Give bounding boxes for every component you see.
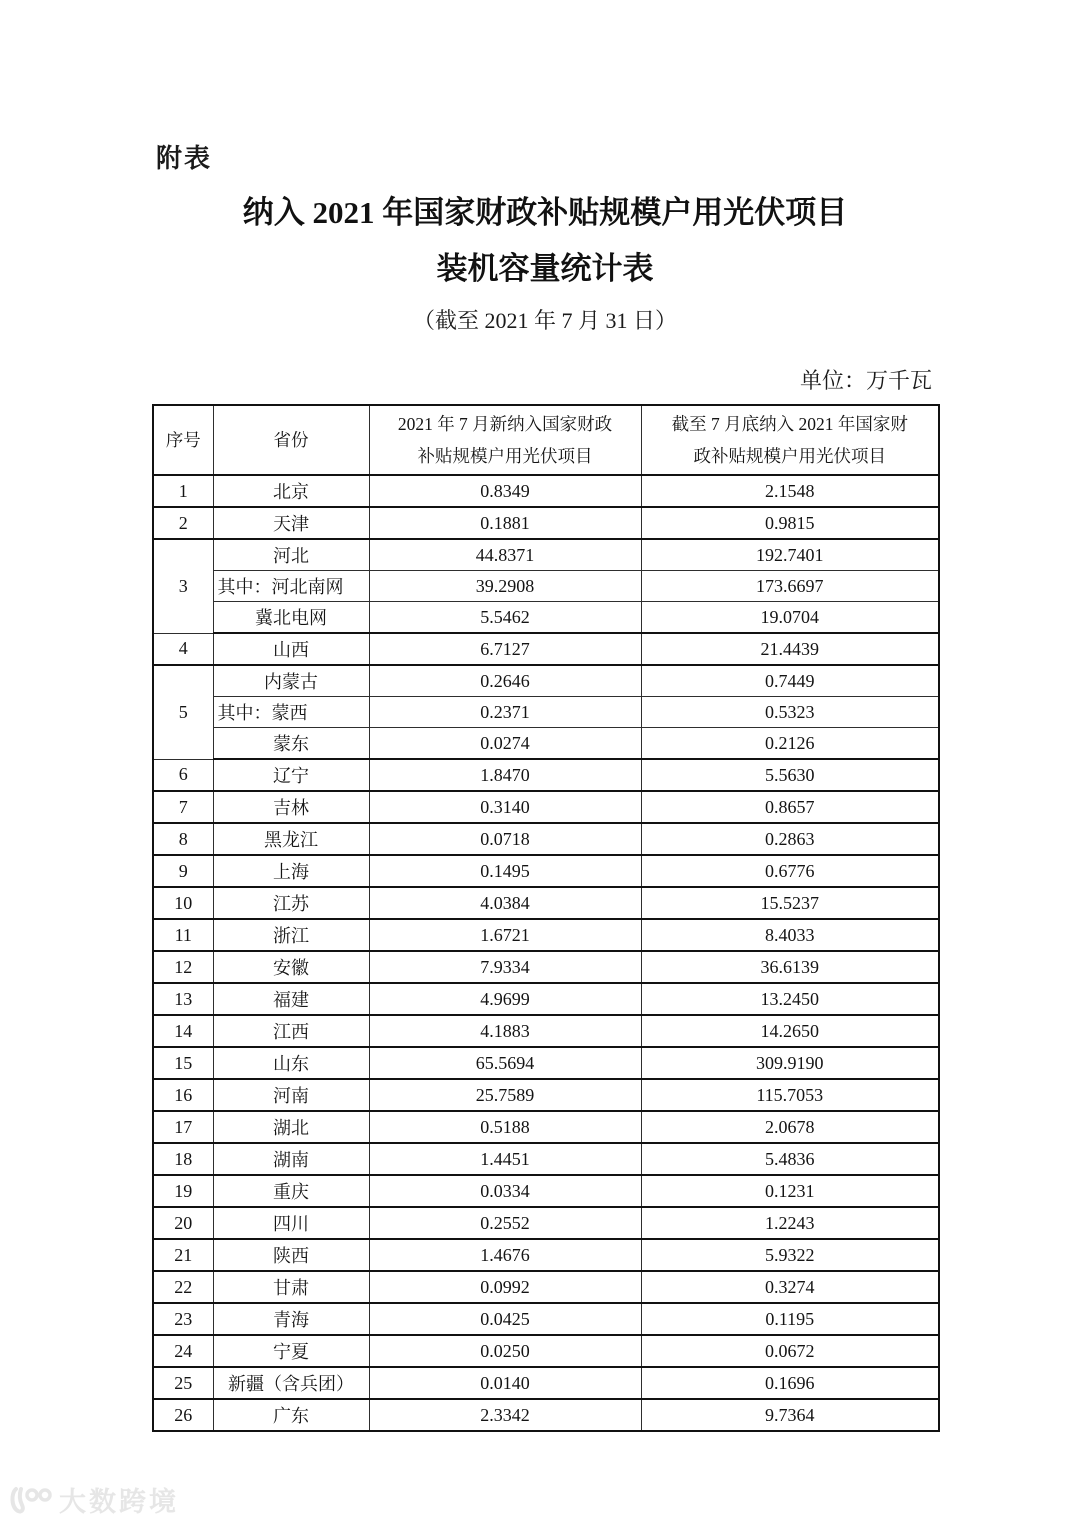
cell-index: 5 [153,665,213,759]
cell-index: 12 [153,951,213,983]
cell-province: 江苏 [213,887,369,919]
cell-july-value: 0.1495 [369,855,641,887]
col-header-july-line2: 补贴规模户用光伏项目 [417,446,593,466]
cell-cumulative-value: 0.1231 [641,1175,939,1207]
cell-index: 3 [153,539,213,633]
cell-july-value: 44.8371 [369,539,641,571]
cell-province: 其中：河北南网 [213,571,369,602]
cell-cumulative-value: 0.6776 [641,855,939,887]
cell-july-value: 0.0992 [369,1271,641,1303]
cell-province: 甘肃 [213,1271,369,1303]
cell-cumulative-value: 115.7053 [641,1079,939,1111]
cell-index: 18 [153,1143,213,1175]
cell-index: 7 [153,791,213,823]
table-row [153,823,939,855]
cell-cumulative-value: 0.5323 [641,697,939,728]
page-subtitle: （截至 2021 年 7 月 31 日） [412,308,677,333]
cell-cumulative-value: 36.6139 [641,951,939,983]
table-row [153,1303,939,1335]
table-row [153,571,939,602]
col-header-cumulative-line1: 截至 7 月底纳入 2021 年国家财 [671,414,908,434]
cell-cumulative-value: 5.5630 [641,759,939,791]
cell-index: 25 [153,1367,213,1399]
watermark-text: 大数跨境 [59,1487,179,1517]
cell-index: 13 [153,983,213,1015]
cell-cumulative-value: 5.9322 [641,1239,939,1271]
cell-july-value: 25.7589 [369,1079,641,1111]
cell-province: 山西 [213,633,369,665]
cell-province: 吉林 [213,791,369,823]
cell-province: 天津 [213,507,369,539]
table-row [153,633,939,665]
cell-province: 湖北 [213,1111,369,1143]
cell-july-value: 7.9334 [369,951,641,983]
cell-july-value: 0.3140 [369,791,641,823]
cell-july-value: 0.5188 [369,1111,641,1143]
cell-province: 江西 [213,1015,369,1047]
table-row [153,1175,939,1207]
cell-province: 上海 [213,855,369,887]
table-row [153,1367,939,1399]
cell-province: 北京 [213,475,369,507]
cell-cumulative-value: 9.7364 [641,1399,939,1431]
cell-cumulative-value: 8.4033 [641,919,939,951]
table-row [153,1271,939,1303]
col-header-july [369,405,641,475]
cell-index: 22 [153,1271,213,1303]
cell-july-value: 0.0425 [369,1303,641,1335]
table-row [153,1143,939,1175]
cell-cumulative-value: 5.4836 [641,1143,939,1175]
cell-index: 17 [153,1111,213,1143]
table-row [153,1207,939,1239]
cell-july-value: 1.4676 [369,1239,641,1271]
cell-july-value: 39.2908 [369,571,641,602]
table-row [153,951,939,983]
cell-index: 1 [153,475,213,507]
cell-cumulative-value: 14.2650 [641,1015,939,1047]
cell-july-value: 0.2371 [369,697,641,728]
cell-province: 河北 [213,539,369,571]
cell-index: 14 [153,1015,213,1047]
page-title-line1: 纳入 2021 年国家财政补贴规模户用光伏项目 [242,195,848,230]
cell-province: 福建 [213,983,369,1015]
cell-province: 陕西 [213,1239,369,1271]
table-row [153,887,939,919]
table-row [153,759,939,791]
cell-july-value: 4.9699 [369,983,641,1015]
cell-index: 4 [153,633,213,665]
watermark-logo-icon [10,1485,52,1515]
cell-province: 冀北电网 [213,602,369,634]
cell-july-value: 0.0250 [369,1335,641,1367]
table-row [153,1047,939,1079]
table-row [153,1111,939,1143]
cell-index: 6 [153,759,213,791]
stats-table [152,404,940,1432]
cell-july-value: 1.6721 [369,919,641,951]
col-header-province: 省份 [213,405,369,475]
table-row [153,539,939,571]
cell-july-value: 0.0274 [369,728,641,760]
cell-cumulative-value: 1.2243 [641,1207,939,1239]
cell-cumulative-value: 0.2863 [641,823,939,855]
cell-cumulative-value: 0.3274 [641,1271,939,1303]
cell-province: 新疆（含兵团） [213,1367,369,1399]
cell-july-value: 0.0334 [369,1175,641,1207]
table-row [153,1015,939,1047]
cell-july-value: 0.1881 [369,507,641,539]
cell-cumulative-value: 21.4439 [641,633,939,665]
table-row [153,791,939,823]
watermark [10,1480,179,1519]
cell-province: 浙江 [213,919,369,951]
doc-label: 附表 [156,144,213,173]
col-header-july-line1: 2021 年 7 月新纳入国家财政 [397,414,613,434]
cell-july-value: 0.8349 [369,475,641,507]
cell-index: 16 [153,1079,213,1111]
cell-province: 山东 [213,1047,369,1079]
cell-index: 11 [153,919,213,951]
table-row [153,697,939,728]
page-title [152,185,938,297]
cell-cumulative-value: 0.8657 [641,791,939,823]
cell-province: 内蒙古 [213,665,369,697]
cell-cumulative-value: 0.1696 [641,1367,939,1399]
cell-province: 其中：蒙西 [213,697,369,728]
cell-cumulative-value: 2.0678 [641,1111,939,1143]
table-row [153,1335,939,1367]
cell-index: 10 [153,887,213,919]
cell-province: 宁夏 [213,1335,369,1367]
table-row [153,665,939,697]
cell-index: 26 [153,1399,213,1431]
cell-index: 8 [153,823,213,855]
cell-province: 重庆 [213,1175,369,1207]
cell-cumulative-value: 0.2126 [641,728,939,760]
table-row [153,475,939,507]
cell-july-value: 4.0384 [369,887,641,919]
table-header-row [153,405,939,475]
cell-july-value: 0.2552 [369,1207,641,1239]
cell-province: 湖南 [213,1143,369,1175]
table-row [153,983,939,1015]
cell-cumulative-value: 0.7449 [641,665,939,697]
cell-cumulative-value: 173.6697 [641,571,939,602]
col-header-cumulative-line2: 政补贴规模户用光伏项目 [693,446,886,466]
unit-label: 单位：万千瓦 [799,368,932,393]
cell-cumulative-value: 15.5237 [641,887,939,919]
cell-july-value: 6.7127 [369,633,641,665]
cell-index: 2 [153,507,213,539]
cell-index: 21 [153,1239,213,1271]
cell-province: 辽宁 [213,759,369,791]
table-row [153,507,939,539]
page-title-line2: 装机容量统计表 [436,251,654,286]
cell-july-value: 1.8470 [369,759,641,791]
table-row [153,1399,939,1431]
cell-province: 河南 [213,1079,369,1111]
cell-cumulative-value: 0.0672 [641,1335,939,1367]
table-row [153,1079,939,1111]
cell-province: 蒙东 [213,728,369,760]
cell-index: 19 [153,1175,213,1207]
cell-cumulative-value: 2.1548 [641,475,939,507]
cell-july-value: 4.1883 [369,1015,641,1047]
cell-province: 黑龙江 [213,823,369,855]
cell-july-value: 0.0140 [369,1367,641,1399]
cell-province: 广东 [213,1399,369,1431]
cell-province: 安徽 [213,951,369,983]
col-header-index: 序号 [153,405,213,475]
table-row [153,919,939,951]
cell-cumulative-value: 19.0704 [641,602,939,634]
cell-cumulative-value: 13.2450 [641,983,939,1015]
cell-province: 青海 [213,1303,369,1335]
cell-cumulative-value: 0.1195 [641,1303,939,1335]
table-row [153,602,939,634]
document-content [152,138,938,1432]
table-row [153,1239,939,1271]
cell-province: 四川 [213,1207,369,1239]
cell-july-value: 65.5694 [369,1047,641,1079]
cell-july-value: 0.2646 [369,665,641,697]
cell-cumulative-value: 192.7401 [641,539,939,571]
col-header-cumulative [641,405,939,475]
table-body [153,475,939,1431]
table-row [153,728,939,760]
cell-index: 23 [153,1303,213,1335]
cell-index: 15 [153,1047,213,1079]
cell-july-value: 0.0718 [369,823,641,855]
cell-july-value: 1.4451 [369,1143,641,1175]
cell-july-value: 5.5462 [369,602,641,634]
cell-cumulative-value: 0.9815 [641,507,939,539]
cell-july-value: 2.3342 [369,1399,641,1431]
cell-index: 20 [153,1207,213,1239]
table-row [153,855,939,887]
cell-index: 24 [153,1335,213,1367]
cell-index: 9 [153,855,213,887]
cell-cumulative-value: 309.9190 [641,1047,939,1079]
